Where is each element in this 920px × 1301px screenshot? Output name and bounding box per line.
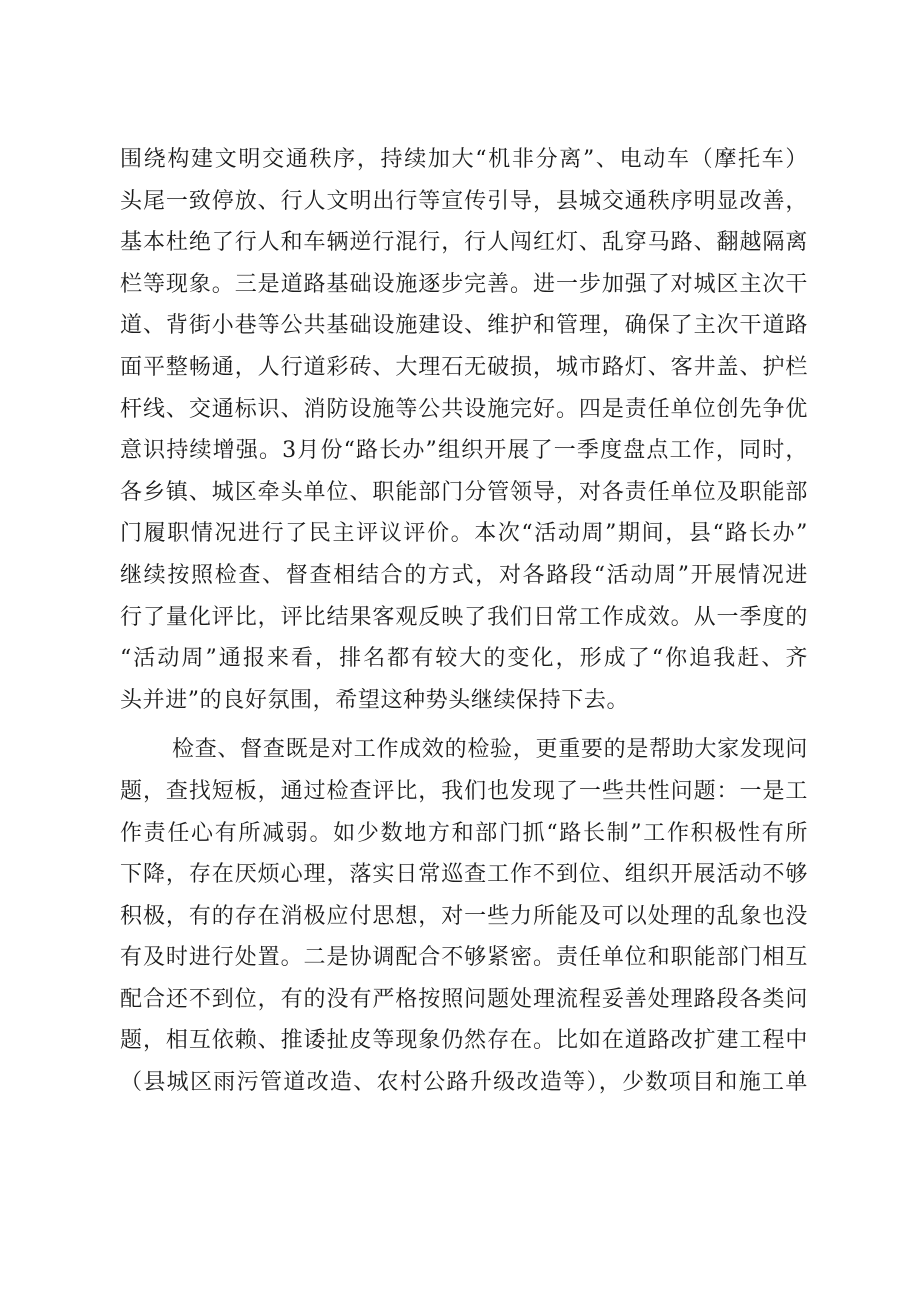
text-line: 杆线、交通标识、消防设施等公共设施完好。四是责任单位创先争优 — [120, 396, 808, 422]
text-line: 栏等现象。三是道路基础设施逐步完善。进一步加强了对城区主次干 — [120, 271, 808, 297]
text-line: 意识持续增强。3月份“路长办”组织开展了一季度盘点工作，同时， — [120, 438, 808, 464]
text-line: 道、背街小巷等公共基础设施建设、维护和管理，确保了主次干道路 — [120, 313, 808, 339]
paragraph-1 — [120, 139, 808, 721]
text-line: 行了量化评比，评比结果客观反映了我们日常工作成效。从一季度的 — [120, 604, 808, 630]
text-line: 检查、督查既是对工作成效的检验，更重要的是帮助大家发现问 — [172, 737, 808, 763]
text-line: 门履职情况进行了民主评议评价。本次“活动周”期间，县“路长办” — [120, 521, 808, 547]
text-line: 题，相互依赖、推诿扯皮等现象仍然存在。比如在道路改扩建工程中 — [120, 1028, 808, 1054]
text-line: 配合还不到位，有的没有严格按照问题处理流程妥善处理路段各类问 — [120, 986, 808, 1012]
paragraph-2 — [120, 729, 808, 1103]
text-line: 面平整畅通，人行道彩砖、大理石无破损，城市路灯、客井盖、护栏 — [120, 354, 808, 380]
text-line: 继续按照检查、督查相结合的方式，对各路段“活动周”开展情况进 — [120, 562, 808, 588]
text-line: 头并进”的良好氛围，希望这种势头继续保持下去。 — [120, 687, 630, 713]
paragraph-spacer — [120, 721, 808, 729]
text-line: 基本杜绝了行人和车辆逆行混行，行人闯红灯、乱穿马路、翻越隔离 — [120, 230, 808, 256]
document-body — [120, 139, 808, 1104]
text-line: 下降，存在厌烦心理，落实日常巡查工作不到位、组织开展活动不够 — [120, 862, 808, 888]
text-line: 积极，有的存在消极应付思想，对一些力所能及可以处理的乱象也没 — [120, 903, 808, 929]
text-line: “活动周”通报来看，排名都有较大的变化，形成了“你追我赶、齐 — [120, 646, 808, 672]
text-line: 头尾一致停放、行人文明出行等宣传引导，县城交通秩序明显改善， — [120, 188, 808, 214]
text-line: 作责任心有所减弱。如少数地方和部门抓“路长制”工作积极性有所 — [120, 820, 808, 846]
text-line: 题，查找短板，通过检查评比，我们也发现了一些共性问题：一是工 — [120, 778, 808, 804]
text-line: （县城区雨污管道改造、农村公路升级改造等），少数项目和施工单 — [120, 1070, 808, 1096]
text-line: 各乡镇、城区牵头单位、职能部门分管领导，对各责任单位及职能部 — [120, 479, 808, 505]
text-line: 有及时进行处置。二是协调配合不够紧密。责任单位和职能部门相互 — [120, 945, 808, 971]
text-line: 围绕构建文明交通秩序，持续加大“机非分离”、电动车（摩托车） — [120, 147, 808, 172]
